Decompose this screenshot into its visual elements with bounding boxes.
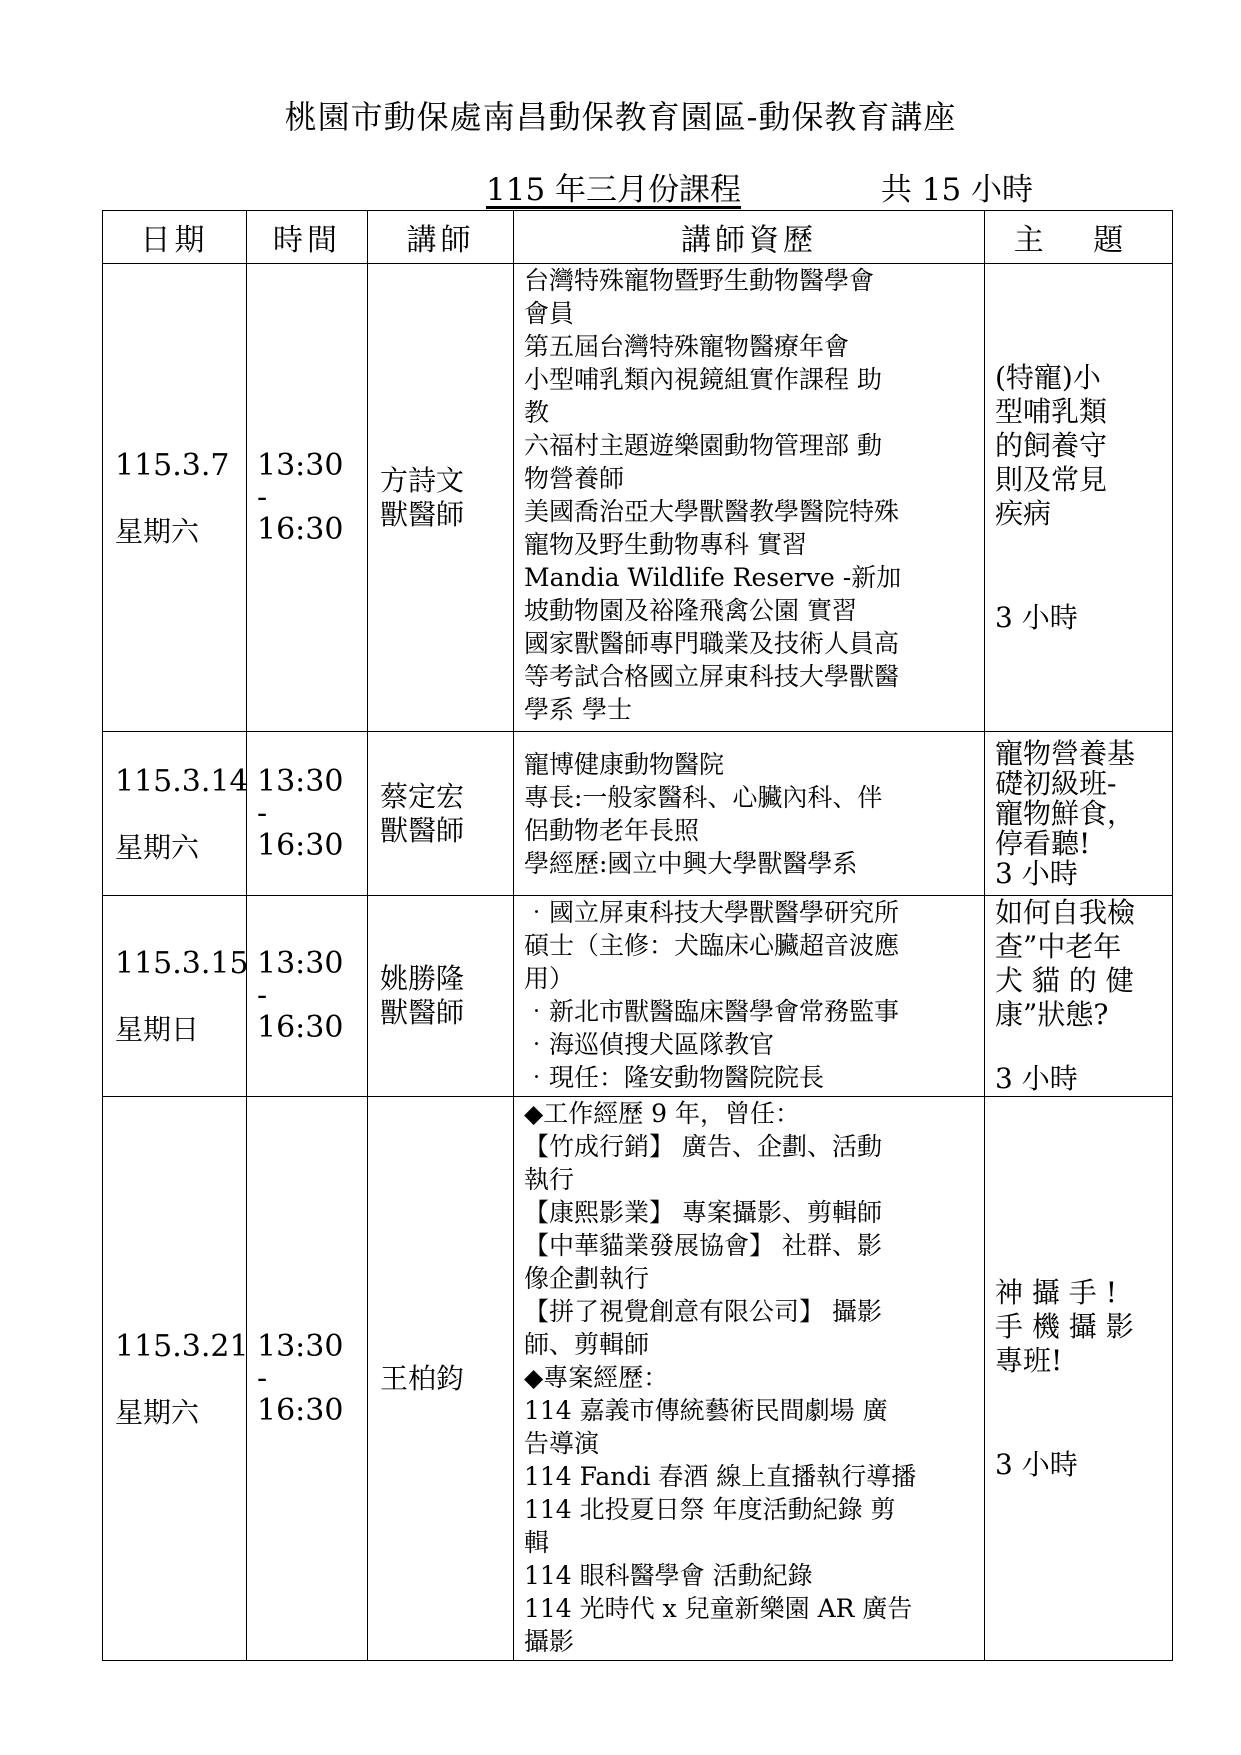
cv-line: 寵博健康動物醫院: [524, 749, 725, 779]
cv-line: Mandia Wildlife Reserve -新加: [524, 563, 902, 592]
cv-cell: [514, 1097, 985, 1661]
time-end: 16:30: [257, 1010, 344, 1045]
teacher-title: 獸醫師: [380, 813, 465, 847]
cv-line: 六福村主題遊樂園動物管理部 動: [524, 431, 882, 460]
total-hours: 共 15 小時: [880, 172, 1034, 208]
teacher-cell: [368, 732, 514, 896]
time-start: 13:30: [257, 1328, 344, 1364]
table-row: [103, 264, 1173, 732]
topic-line: 查”中老年: [995, 930, 1122, 963]
time-end: 16:30: [257, 827, 344, 863]
topic-line: 手 機 攝 影: [995, 1309, 1134, 1343]
teacher-name: 方詩文: [380, 463, 465, 497]
topic-line: 犬 貓 的 健: [995, 964, 1134, 997]
time-cell: [247, 732, 368, 896]
header-cv: 講師資歷: [514, 211, 985, 264]
cv-line: ‧新北市獸醫臨床醫學會常務監事: [524, 997, 900, 1026]
cv-line: 用）: [524, 964, 575, 993]
date-value: 115.3.14: [115, 763, 249, 799]
cv-line: 攝影: [524, 1627, 575, 1656]
course-period: 115 年三月份課程: [486, 172, 742, 208]
time-start: 13:30: [257, 447, 344, 483]
header-teacher: 講師: [368, 211, 514, 264]
cv-line: 第五屆台灣特殊寵物醫療年會: [524, 332, 850, 361]
topic-hours: 3 小時: [995, 600, 1078, 634]
cv-line: 學系 學士: [524, 695, 632, 724]
weekday: 星期六: [115, 830, 200, 864]
topic-line: 神 攝 手 !: [995, 1275, 1117, 1309]
cv-cell: [514, 896, 985, 1097]
topic-line: 寵物鮮食，: [995, 796, 1136, 830]
time-start: 13:30: [257, 946, 344, 981]
document-title: 桃園市動保處南昌動保教育園區-動保教育講座: [284, 98, 957, 136]
date-value: 115.3.15: [115, 946, 249, 981]
cv-line: 專長:一般家醫科、心臟內科、伴: [524, 782, 883, 812]
cv-line: 像企劃執行: [524, 1264, 650, 1293]
cv-line: 碩士（主修：犬臨床心臟超音波應: [524, 931, 900, 960]
time-separator: -: [257, 479, 268, 515]
topic-line: 則及常見: [995, 462, 1108, 496]
teacher-cell: [368, 1097, 514, 1661]
teacher-title: 獸醫師: [380, 497, 465, 531]
topic-hours: 3 小時: [995, 856, 1078, 890]
teacher-title: 獸醫師: [380, 996, 465, 1029]
spacer: [995, 1378, 1164, 1448]
header-time: 時間: [247, 211, 368, 264]
cv-line: 小型哺乳類內視鏡組實作課程 助: [524, 365, 882, 394]
topic-line: 康”狀態?: [995, 998, 1109, 1031]
cv-line: 等考試合格國立屏東科技大學獸醫: [524, 662, 900, 691]
topic-line: 型哺乳類: [995, 394, 1108, 428]
cv-line: 學經歷:國立中興大學獸醫學系: [524, 848, 858, 878]
header-topic: 主 題: [985, 211, 1173, 264]
topic-line: 專班!: [995, 1343, 1063, 1377]
topic-cell: [985, 264, 1173, 732]
topic-line: 礎初級班-: [995, 766, 1117, 800]
table-row: [103, 1097, 1173, 1661]
cv-line: 【拼了視覺創意有限公司】 攝影: [524, 1297, 882, 1326]
cv-line: 114 光時代 x 兒童新樂園 AR 廣告: [524, 1594, 913, 1623]
cv-line: 【竹成行銷】 廣告、企劃、活動: [524, 1132, 882, 1161]
weekday: 星期六: [115, 1395, 200, 1429]
cv-line: 物營養師: [524, 464, 625, 493]
topic-hours: 3 小時: [995, 1447, 1078, 1481]
cv-line: 寵物及野生動物專科 實習: [524, 530, 807, 559]
teacher-cell: [368, 264, 514, 732]
date-cell: [103, 1097, 247, 1661]
cv-line: 坡動物園及裕隆飛禽公園 實習: [524, 596, 857, 625]
time-cell: [247, 1097, 368, 1661]
table-header-row: [103, 211, 1173, 264]
topic-line: 寵物營養基: [995, 736, 1136, 770]
date-cell: [103, 896, 247, 1097]
weekday: 星期日: [115, 1013, 200, 1046]
topic-line: 如何自我檢: [995, 896, 1136, 929]
teacher-name: 姚勝隆: [380, 962, 465, 995]
cv-line: 教: [524, 398, 550, 427]
cv-line: 會員: [524, 299, 575, 328]
date-cell: [103, 732, 247, 896]
spacer: [995, 1032, 1164, 1062]
topic-line: (特寵)小: [995, 360, 1101, 394]
date-value: 115.3.21: [115, 1328, 249, 1364]
time-cell: [247, 264, 368, 732]
cv-line: 告導演: [524, 1429, 600, 1458]
time-end: 16:30: [257, 1392, 344, 1428]
topic-line: 停看聽!: [995, 826, 1091, 860]
cv-line: ◆工作經歷 9 年，曾任：: [524, 1099, 801, 1128]
cv-line: ‧國立屏東科技大學獸醫學研究所: [524, 898, 900, 927]
course-subtitle: [486, 164, 1033, 209]
teacher-cell: [368, 896, 514, 1097]
topic-hours: 3 小時: [995, 1062, 1078, 1095]
teacher-name: 蔡定宏: [380, 779, 465, 813]
topic-cell: [985, 732, 1173, 896]
cv-cell: [514, 264, 985, 732]
time-separator: -: [257, 795, 268, 831]
table-row: [103, 732, 1173, 896]
table-row: [103, 896, 1173, 1097]
cv-line: 美國喬治亞大學獸醫教學醫院特殊: [524, 497, 900, 526]
cv-line: 114 眼科醫學會 活動紀錄: [524, 1561, 813, 1590]
schedule-table: [102, 210, 1173, 1661]
cv-cell: [514, 732, 985, 896]
cv-line: 台灣特殊寵物暨野生動物醫學會: [524, 266, 875, 295]
cv-line: ◆專案經歷：: [524, 1363, 669, 1392]
cv-line: ‧海巡偵搜犬區隊教官: [524, 1030, 775, 1059]
time-end: 16:30: [257, 511, 344, 547]
cv-line: 114 北投夏日祭 年度活動紀錄 剪: [524, 1495, 896, 1524]
cv-line: 114 Fandi 春酒 線上直播執行導播: [524, 1462, 917, 1491]
topic-cell: [985, 896, 1173, 1097]
cv-line: ‧現任：隆安動物醫院院長: [524, 1063, 825, 1092]
cv-line: 輯: [524, 1528, 550, 1557]
topic-line: 的飼養守: [995, 428, 1108, 462]
cv-line: 執行: [524, 1165, 575, 1194]
cv-line: 侶動物老年長照: [524, 815, 700, 845]
teacher-name: 王柏鈞: [380, 1361, 465, 1395]
cv-line: 114 嘉義市傳統藝術民間劇場 廣: [524, 1396, 888, 1425]
topic-cell: [985, 1097, 1173, 1661]
time-separator: -: [257, 978, 268, 1013]
date-value: 115.3.7: [115, 447, 230, 483]
cv-line: 國家獸醫師專門職業及技術人員高: [524, 629, 900, 658]
time-cell: [247, 896, 368, 1097]
weekday: 星期六: [115, 514, 200, 548]
cv-line: 【中華貓業發展協會】 社群、影: [524, 1231, 882, 1260]
time-start: 13:30: [257, 763, 344, 799]
date-cell: [103, 264, 247, 732]
header-date: 日期: [103, 211, 247, 264]
cv-line: 【康熙影業】 專案攝影、剪輯師: [524, 1198, 882, 1227]
cv-line: 師、剪輯師: [524, 1330, 650, 1359]
spacer: [995, 531, 1164, 601]
topic-line: 疾病: [995, 496, 1052, 530]
time-separator: -: [257, 1360, 268, 1396]
